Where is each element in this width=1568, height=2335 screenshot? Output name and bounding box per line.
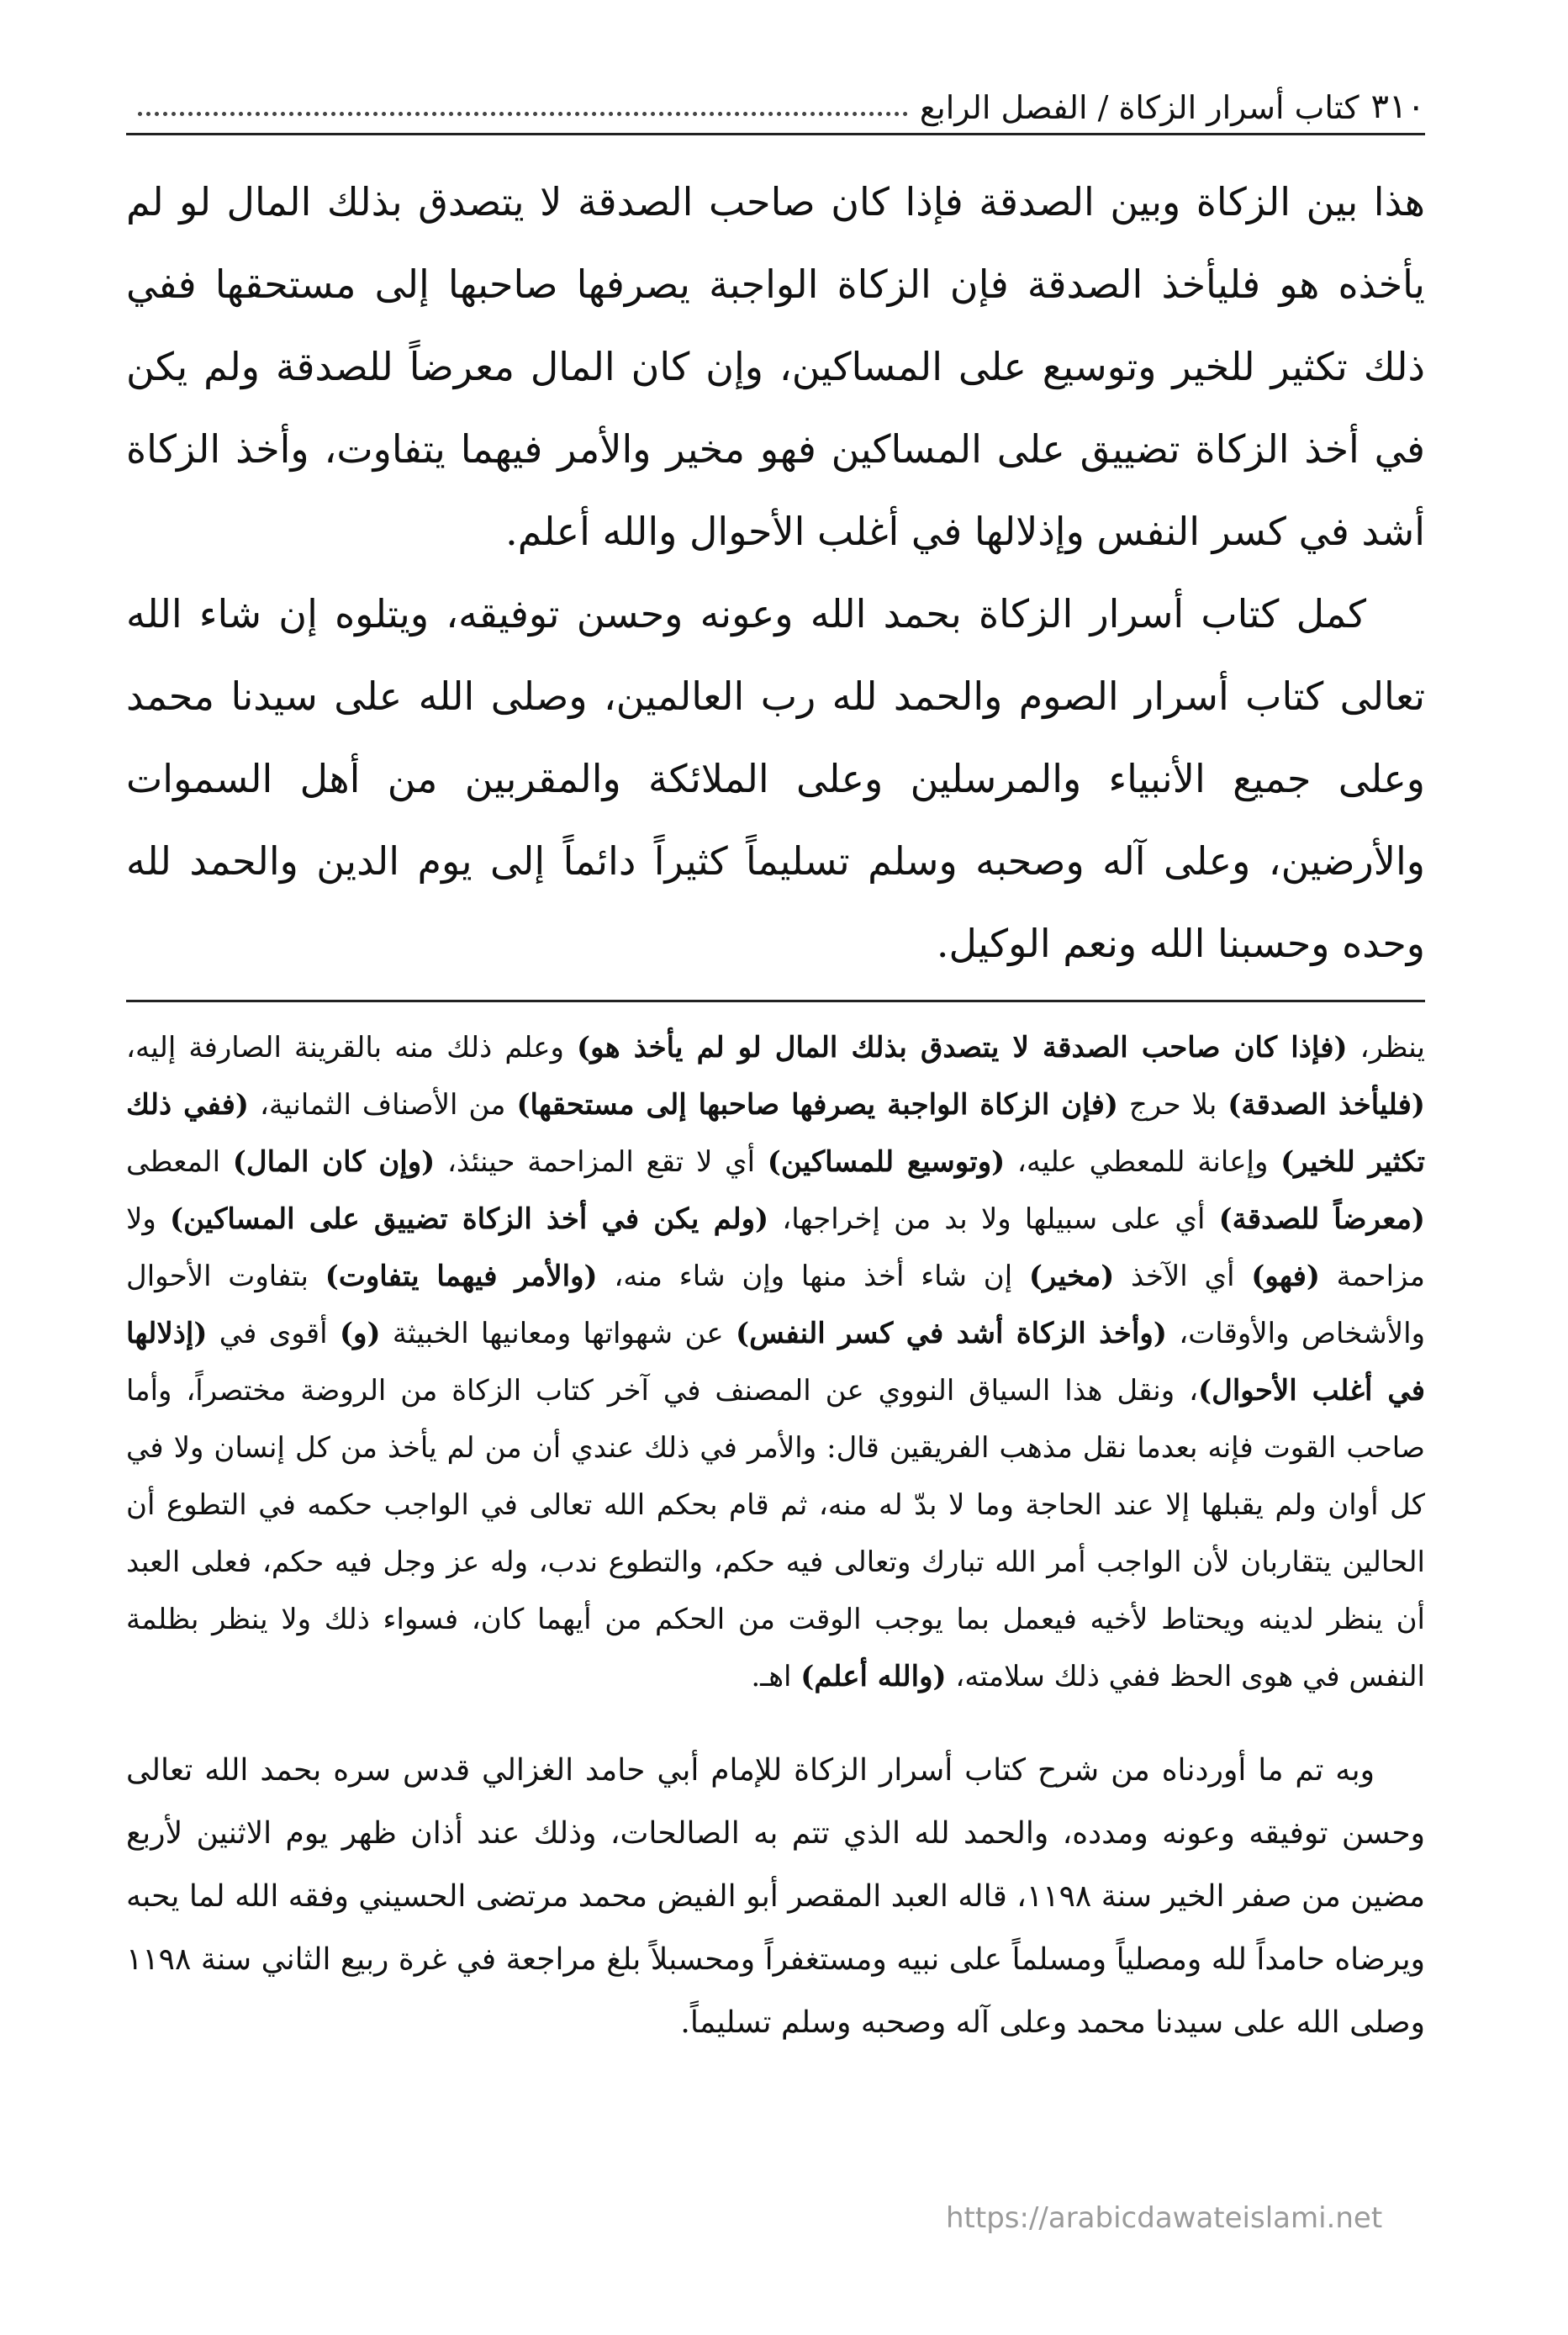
quoted-matn: (ولم يكن في أخذ الزكاة تضييق على المساكين) (169, 1202, 769, 1236)
quoted-matn: (إذلالها في أغلب الأحوال) (126, 1317, 1425, 1408)
commentary-text: أي لا تقع المزاحمة حينئذ، (435, 1145, 768, 1179)
main-text (126, 161, 1425, 985)
colophon-paragraph: وبه تم ما أوردناه من شرح كتاب أسرار الزكاة للإمام أبي حامد الغزالي قدس سره بحمد الله تعالى وحسن توفيقه وعونه ومدده، والحمد لله الذي تتم به الصالحات، وذلك عند أذان ظهر يوم الاثنين لأربع مضين من صفر الخير سنة ١١٩٨، قاله العبد المقصر أبو الفيض محمد مرتضى الحسيني وفقه الله لما يحبه ويرضاه حامداً لله ومصلياً ومسلماً على نبيه ومستغفراً ومحسبلاً بلغ مراجعة في غرة ربيع الثاني سنة ١١٩٨ وصلى الله على سيدنا محمد وعلى آله وصحبه وسلم تسليماً. (126, 1753, 1425, 2040)
commentary-text: أي على سبيلها ولا بد من إخراجها، (768, 1202, 1219, 1236)
running-title: كتاب أسرار الزكاة / الفصل الرابع (919, 89, 1359, 126)
commentary-text: أقوى في (207, 1317, 340, 1350)
commentary-text: اهـ. (751, 1660, 801, 1693)
commentary-paragraph (126, 1019, 1425, 1705)
commentary-text: وإعانة للمعطي عليه، (1005, 1145, 1281, 1179)
header-dotted-leader (138, 112, 908, 116)
quoted-matn: (وتوسيع للمساكين) (767, 1145, 1006, 1179)
quoted-matn: (ففي ذلك تكثير للخير) (126, 1088, 1425, 1179)
commentary-text: ولا مزاحمة (126, 1202, 1425, 1293)
commentary-text: المعطى (126, 1145, 233, 1179)
colophon (126, 1739, 1425, 2054)
quoted-matn: (فإن الزكاة الواجبة يصرفها صاحبها إلى مستحقها) (516, 1088, 1118, 1122)
commentary-text: من الأصناف الثمانية، (249, 1088, 517, 1122)
main-paragraph-1: هذا بين الزكاة وبين الصدقة فإذا كان صاحب الصدقة لا يتصدق بذلك المال لو لم يأخذه هو فليأخذ الصدقة فإن الزكاة الواجبة يصرفها صاحبها إلى مستحقها ففي ذلك تكثير للخير وتوسيع على المساكين، وإن كان المال معرضاً للصدقة ولم يكن في أخذ الزكاة تضييق على المساكين فهو مخير والأمر فيهما يتفاوت، وأخذ الزكاة أشد في كسر النفس وإذلالها في أغلب الأحوال والله أعلم. (126, 179, 1425, 554)
commentary-text: ينظر، (1347, 1031, 1426, 1064)
quoted-matn: (فإذا كان صاحب الصدقة لا يتصدق بذلك المال لو لم يأخذ هو) (577, 1031, 1348, 1064)
quoted-matn: (وأخذ الزكاة أشد في كسر النفس) (735, 1317, 1167, 1350)
commentary-text: وعلم ذلك منه بالقرينة الصارفة إليه، (126, 1031, 578, 1064)
quoted-matn: (فهو) (1251, 1260, 1320, 1293)
quoted-matn: (مخير) (1028, 1260, 1115, 1293)
commentary-text: عن شهواتها ومعانيها الخبيثة (380, 1317, 736, 1350)
commentary-text: ، ونقل هذا السياق النووي عن المصنف في آخر كتاب الزكاة من الروضة مختصراً، وأما صاحب القوت فإنه بعدما نقل مذهب الفريقين قال: والأمر في ذلك عندي أن من لم يأخذ من كل إنسان ولا في كل أوان ولم يقبلها إلا عند الحاجة وما لا بدّ له منه، ثم قام بحكم الله تعالى في الواجب حكمه في التطوع أن الحالين يتقاربان لأن الواجب أمر الله تبارك وتعالى فيه حكم، والتطوع ندب، وله عز وجل فيه حكم، فعلى العبد أن ينظر لدينه ويحتاط لأخيه فيعمل بما يوجب الوقت من الحكم من أيهما كان، فسواء ذلك ولا ينظر بظلمة النفس في هوى الحظ ففي ذلك سلامته، (126, 1374, 1425, 1693)
running-header (126, 76, 1425, 135)
commentary-text: إن شاء أخذ منها وإن شاء منه، (597, 1260, 1029, 1293)
page-number: ٣١٠ (1370, 87, 1425, 126)
quoted-matn: (و) (339, 1317, 381, 1350)
section-divider (126, 1000, 1425, 1002)
quoted-matn: (وإن كان المال) (232, 1145, 436, 1179)
quoted-matn: (معرضاً للصدقة) (1218, 1202, 1425, 1236)
commentary (126, 1019, 1425, 1705)
quoted-matn: (والأمر فيهما يتفاوت) (325, 1260, 598, 1293)
main-paragraph-2: كمل كتاب أسرار الزكاة بحمد الله وعونه وحسن توفيقه، ويتلوه إن شاء الله تعالى كتاب أسرار الصوم والحمد لله رب العالمين، وصلى الله على سيدنا محمد وعلى جميع الأنبياء والمرسلين وعلى الملائكة والمقربين من أهل السموات والأرضين، وعلى آله وصحبه وسلم تسليماً كثيراً دائماً إلى يوم الدين والحمد لله وحده وحسبنا الله ونعم الوكيل. (126, 591, 1425, 966)
quoted-matn: (فليأخذ الصدقة) (1227, 1088, 1426, 1122)
watermark-url: https://arabicdawateislami.net (946, 2201, 1383, 2235)
quoted-matn: (والله أعلم) (800, 1660, 947, 1693)
commentary-text: بلا حرج (1117, 1088, 1228, 1122)
commentary-text: بتفاوت الأحوال والأشخاص والأوقات، (126, 1260, 1426, 1350)
commentary-text: أي الآخذ (1114, 1260, 1252, 1293)
book-page (126, 76, 1425, 2054)
